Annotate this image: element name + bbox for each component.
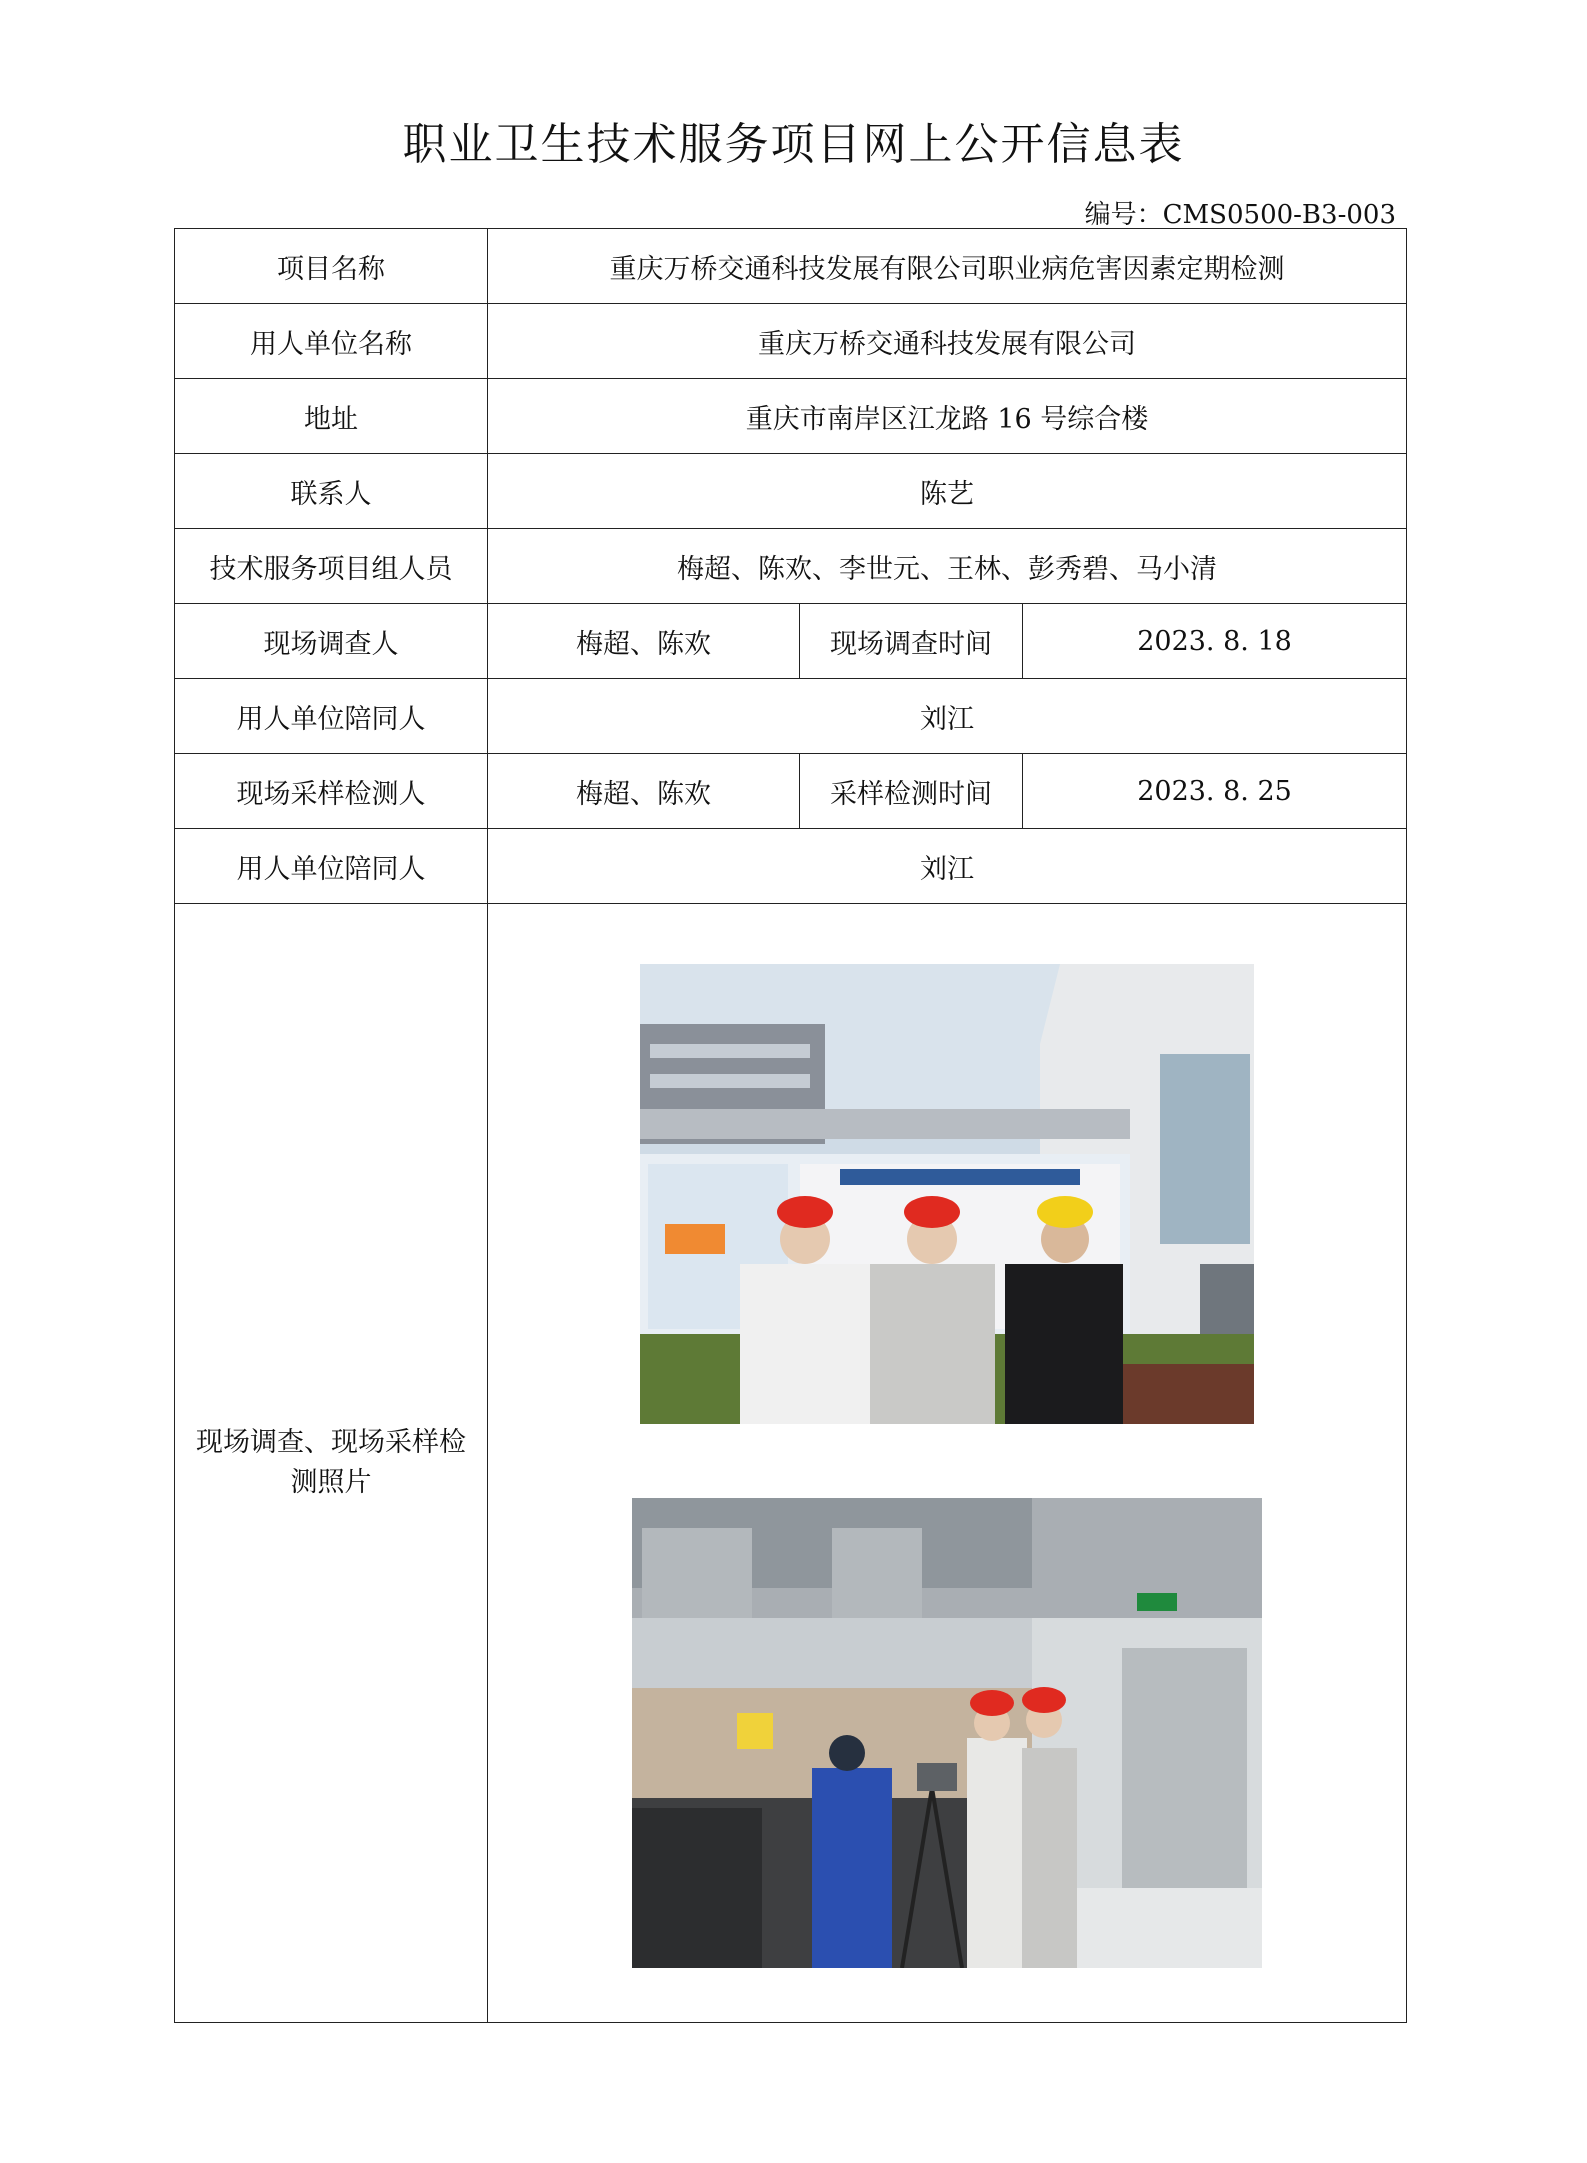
survey-escort-value: 刘江 [488,679,1407,754]
employer-label: 用人单位名称 [175,304,488,379]
site-survey-photo [640,964,1254,1424]
survey-value: 梅超、陈欢 [488,604,800,679]
table-row [175,754,1407,829]
sampling-label: 现场采样检测人 [175,754,488,829]
contact-value: 陈艺 [488,454,1407,529]
table-row [175,304,1407,379]
sampling-escort-label: 用人单位陪同人 [175,829,488,904]
team-value: 梅超、陈欢、李世元、王林、彭秀碧、马小清 [488,529,1407,604]
table-row [175,904,1407,2023]
photos-label: 现场调查、现场采样检测照片 [175,904,488,2023]
table-row [175,829,1407,904]
sampling-time-label: 采样检测时间 [800,754,1023,829]
photos-cell [488,904,1407,2023]
survey-escort-label: 用人单位陪同人 [175,679,488,754]
site-sampling-photo [632,1498,1262,1968]
employer-value: 重庆万桥交通科技发展有限公司 [488,304,1407,379]
table-row [175,454,1407,529]
survey-label: 现场调查人 [175,604,488,679]
table-row [175,604,1407,679]
team-label: 技术服务项目组人员 [175,529,488,604]
info-table [174,228,1407,2023]
survey-time-value: 2023. 8. 18 [1023,604,1407,679]
address-label: 地址 [175,379,488,454]
survey-time-label: 现场调查时间 [800,604,1023,679]
table-row [175,229,1407,304]
project-name-value: 重庆万桥交通科技发展有限公司职业病危害因素定期检测 [488,229,1407,304]
contact-label: 联系人 [175,454,488,529]
page-title: 职业卫生技术服务项目网上公开信息表 [402,119,1185,170]
sampling-time-value: 2023. 8. 25 [1023,754,1407,829]
table-row [175,679,1407,754]
project-name-label: 项目名称 [175,229,488,304]
table-row [175,379,1407,454]
address-value: 重庆市南岸区江龙路 16 号综合楼 [488,379,1407,454]
sampling-value: 梅超、陈欢 [488,754,800,829]
table-row [175,529,1407,604]
sampling-escort-value: 刘江 [488,829,1407,904]
document-number: 编号：CMS0500-B3-003 [1084,200,1396,230]
